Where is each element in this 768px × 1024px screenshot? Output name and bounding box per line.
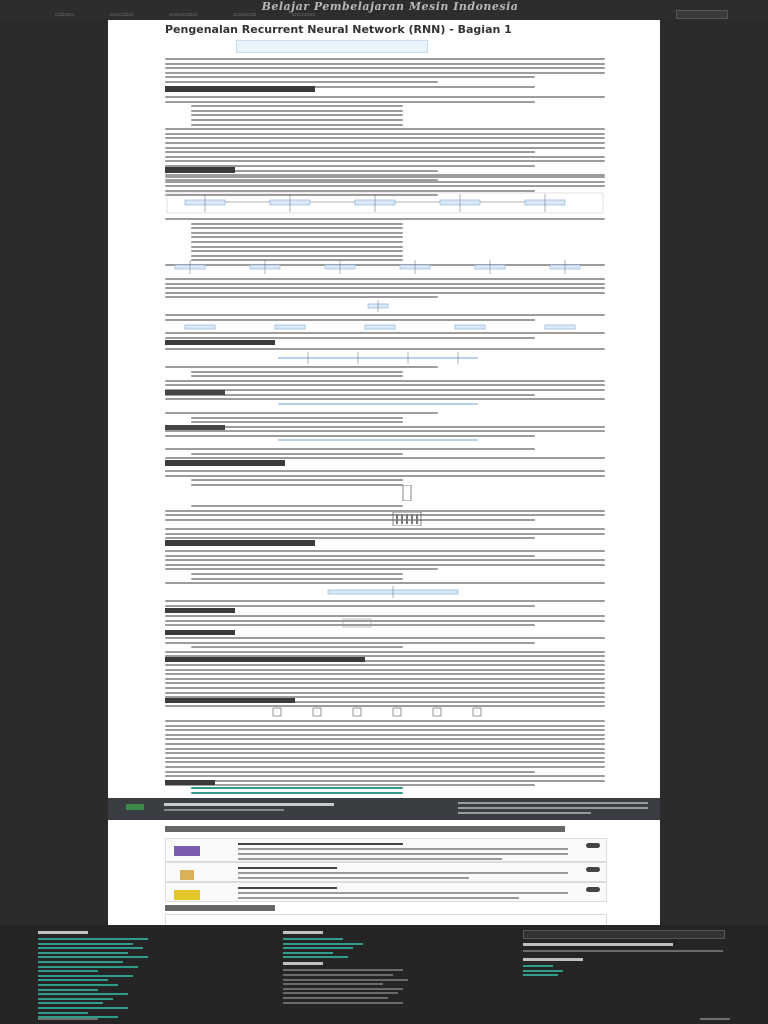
section-paragraph [165, 615, 605, 629]
comment-item [165, 882, 607, 902]
theme-credit[interactable] [700, 1018, 730, 1020]
section-heading [165, 167, 235, 173]
rnn-cell-svg [363, 300, 393, 312]
sub-heading [165, 390, 225, 395]
section-paragraph [165, 278, 605, 301]
section-heading [165, 657, 365, 662]
rnn-diagram-svg [165, 192, 605, 214]
avatar [174, 846, 200, 856]
nav-item-1[interactable]: ▭▭▭▭ [55, 12, 74, 18]
one-to-many-svg [278, 436, 478, 444]
footer-categories [38, 931, 158, 1021]
rnn-unrolled-diagram [165, 260, 605, 274]
site-title[interactable]: Belajar Pembelajaran Mesin Indonesia [261, 0, 519, 13]
header-figure [236, 40, 428, 53]
one-hot-matrix-svg [388, 512, 428, 526]
bptt-diagram [263, 706, 503, 718]
many-to-many-svg [278, 352, 478, 364]
top-bar [0, 0, 768, 20]
reply-button[interactable] [586, 867, 600, 872]
section-paragraph [165, 505, 605, 523]
rnn-sequence-svg [165, 322, 605, 332]
nav-item-4[interactable]: ▭▭▭▭▭ [232, 12, 257, 18]
section-heading [165, 630, 235, 635]
article-page [108, 20, 660, 925]
post-title: Pengenalan Recurrent Neural Network (RNN) - Bagian 1 [165, 23, 512, 36]
reply-button[interactable] [586, 843, 600, 848]
comment-item [165, 862, 607, 882]
section-heading [165, 340, 275, 345]
bptt-svg [263, 706, 503, 718]
related-posts[interactable] [458, 802, 648, 817]
footer-search-input[interactable] [523, 930, 725, 939]
many-to-one-svg [278, 400, 478, 408]
input-vector-figure [393, 485, 423, 501]
forward-prop-svg [298, 586, 488, 598]
author-bar [108, 798, 660, 820]
forward-prop-diagram [298, 586, 488, 598]
rnn-cell-diagram [363, 300, 393, 312]
section-heading [165, 460, 285, 466]
rnn-sequence-diagram [165, 322, 605, 332]
search-box[interactable] [676, 10, 728, 19]
section-heading [165, 86, 315, 92]
footer [0, 925, 768, 1024]
avatar [174, 890, 200, 900]
section-paragraph [165, 470, 605, 488]
many-to-one-diagram [278, 400, 478, 408]
rnn-unrolled-svg [165, 260, 605, 274]
section-heading [165, 540, 315, 546]
one-hot-matrix-figure [388, 512, 428, 526]
comment-text [238, 887, 568, 902]
main-nav [55, 12, 350, 18]
footer-subscribe [523, 943, 723, 979]
input-vector-svg [393, 485, 423, 501]
output-figure [338, 618, 378, 628]
nav-item-2[interactable]: ▭▭▭▭▭ [109, 12, 134, 18]
section-paragraph [165, 664, 605, 710]
avatar [180, 870, 194, 880]
category-badge[interactable] [126, 804, 144, 810]
comment-text [238, 867, 568, 882]
comment-item [165, 838, 607, 862]
leave-reply-title [165, 905, 275, 911]
reply-button[interactable] [586, 887, 600, 892]
nav-item-3[interactable]: ▭▭▭▭▭▭ [168, 12, 198, 18]
section-paragraph [165, 366, 605, 398]
author-line [164, 803, 334, 806]
references-heading [165, 780, 215, 785]
author-subline [164, 809, 284, 811]
output-svg [338, 618, 378, 628]
one-to-many-diagram [278, 436, 478, 444]
rnn-diagram [165, 192, 605, 214]
references-list[interactable] [165, 787, 605, 796]
copyright [38, 1018, 98, 1020]
comment-text [238, 843, 568, 863]
section-paragraph [165, 550, 605, 587]
many-to-many-diagram [278, 352, 478, 364]
comments-title [165, 826, 565, 832]
section-heading [165, 608, 235, 613]
footer-archives [283, 931, 413, 1006]
nav-item-5[interactable]: ▭▭▭▭▭ [291, 12, 316, 18]
section-paragraph [165, 720, 605, 789]
section-heading [165, 698, 295, 703]
